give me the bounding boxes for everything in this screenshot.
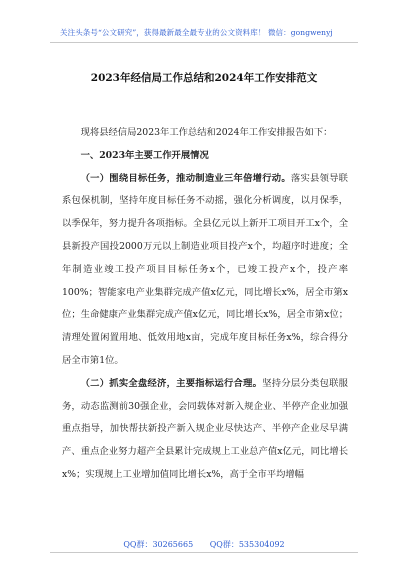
item2-body: 坚持分层分类包联服务，动态监测前30强企业，会同载体对新入规企业、半停产企业加强重点指导，加快帮扶新投产新入规企业尽快达产、半停产企业尽早满产、重点企业努力超产全县累计完成规上工业总产值x亿元，同比增长x%；实现规上工业增加值同比增长x%，高于全市平均增幅 (62, 377, 348, 480)
header-divider (50, 42, 358, 43)
footer-divider (50, 552, 358, 553)
intro-paragraph: 现将县经信局2023年工作总结和2024年工作安排报告如下： (80, 127, 333, 138)
section-heading: 一、2023年主要工作开展情况 (80, 149, 209, 161)
item1-paragraph (62, 168, 348, 373)
item1-lead: （一）围绕目标任务，推动制造业三年倍增行动。 (80, 172, 291, 184)
item2-lead: （二）抓实全盘经济，主要指标运行合理。 (80, 377, 263, 389)
footer-qq-group-2: QQ群：535304092 (209, 540, 285, 549)
footer-contacts (0, 539, 408, 550)
header-notice: 关注头条号“公文研究”，获得最新最全最专业的公文资料库！ 微信：gongwenyj (60, 28, 333, 37)
item1-body: 落实县领导联系包保机制，坚持年度目标任务不动摇，强化分析调度，以月保季，以季保年，努力提升各项指标。全县亿元以上新开工项目开工x个，全县新投产国投2000万元以上制造业项目投产x个，均超序时进度；全年制造业竣工投产项目目标任务x个，已竣工投产x个，投产率100%；智能家电产业集群完成产值x亿元，同比增长x%，居全市第x位；生命健康产业集群完成产值x亿元，同比增长x%，居全市第x位；清理处置闲置用地、低效用地x亩，完成年度目标任务x%，综合得分居全市第1位。 (62, 172, 348, 366)
item2-paragraph (62, 373, 348, 487)
document-body (62, 122, 348, 487)
footer-qq-group-1: QQ群：30265665 (123, 540, 194, 549)
document-title: 2023年经信局工作总结和2024年工作安排范文 (90, 72, 318, 84)
